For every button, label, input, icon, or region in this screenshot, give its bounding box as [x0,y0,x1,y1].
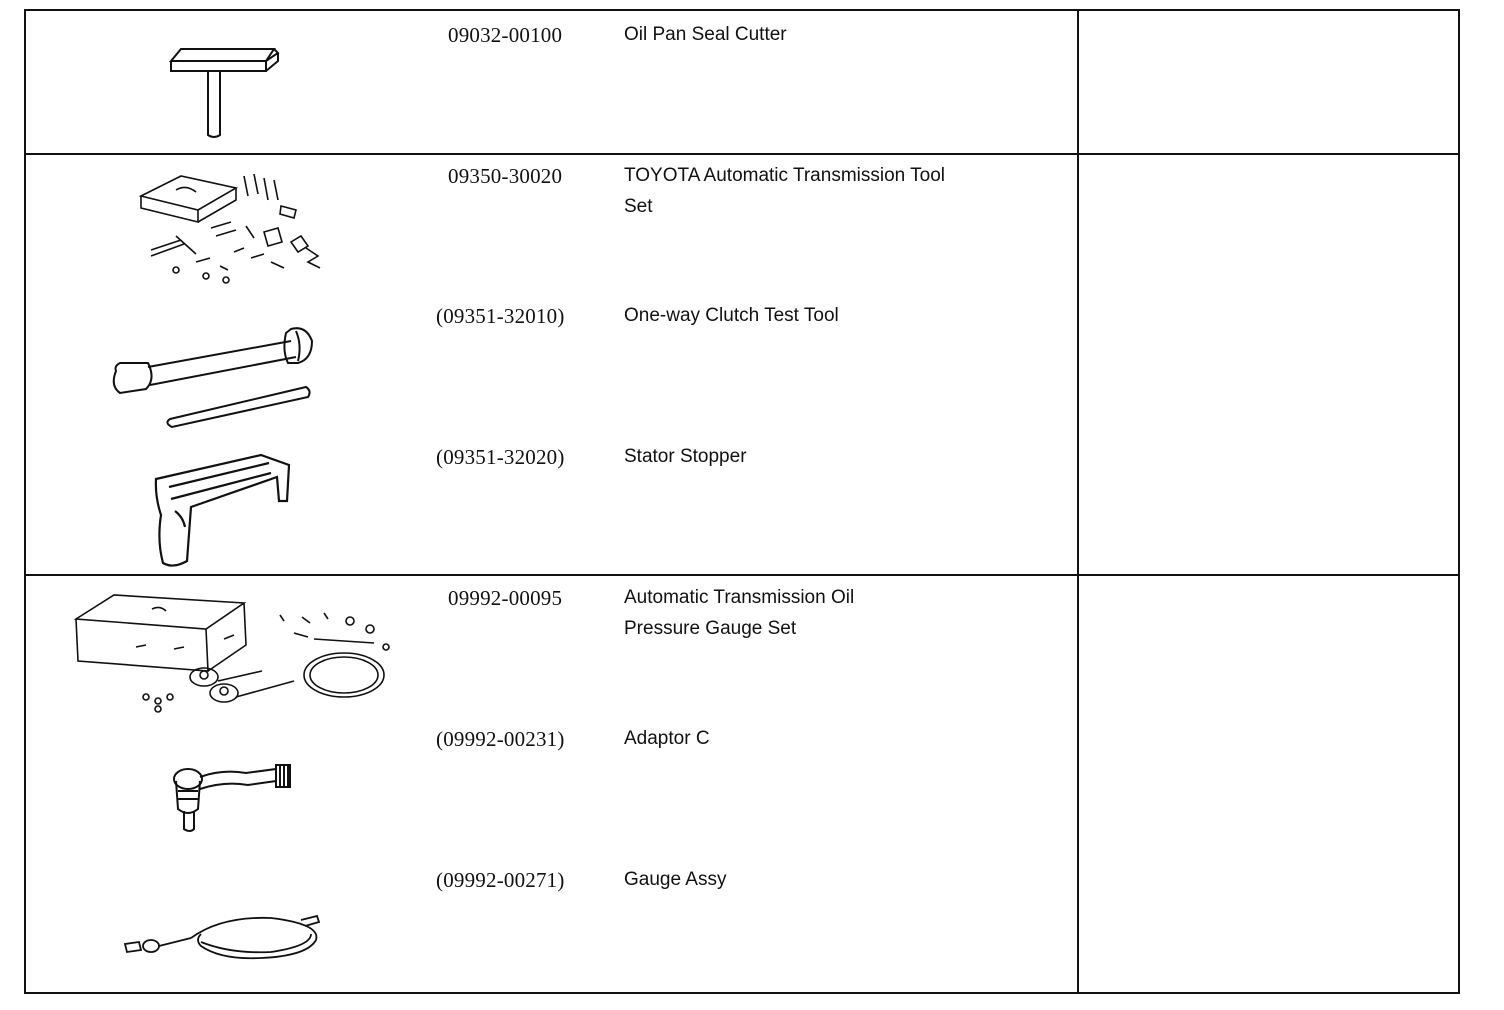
part-number: 09992-00095 [448,586,563,610]
row-divider [26,153,1458,155]
part-number: (09351-32020) [436,445,565,469]
part-number: 09032-00100 [448,23,563,47]
tool-description: TOYOTA Automatic Transmission Tool Set [624,165,946,217]
stator-stopper-icon [151,451,296,571]
tool-description: Adaptor C [624,728,710,749]
tool-set-icon [136,166,316,286]
part-number: 09350-30020 [448,164,563,188]
column-divider [1077,11,1079,992]
gauge-set-icon [74,589,394,719]
part-number: (09992-00271) [436,868,565,892]
part-number: (09351-32010) [436,304,565,328]
tool-description: One-way Clutch Test Tool [624,305,839,326]
adaptor-icon [166,751,296,841]
row-divider [26,574,1458,576]
tool-description: Gauge Assy [624,869,727,890]
seal-cutter-icon [166,39,286,139]
gauge-assy-icon [121,906,321,966]
tool-description: Automatic Transmission Oil Pressure Gauge Set [624,587,855,639]
tool-description: Oil Pan Seal Cutter [624,24,787,45]
part-number: (09992-00231) [436,727,565,751]
clutch-test-tool-icon [106,311,316,426]
tool-description: Stator Stopper [624,446,747,467]
special-tools-table [24,9,1460,994]
